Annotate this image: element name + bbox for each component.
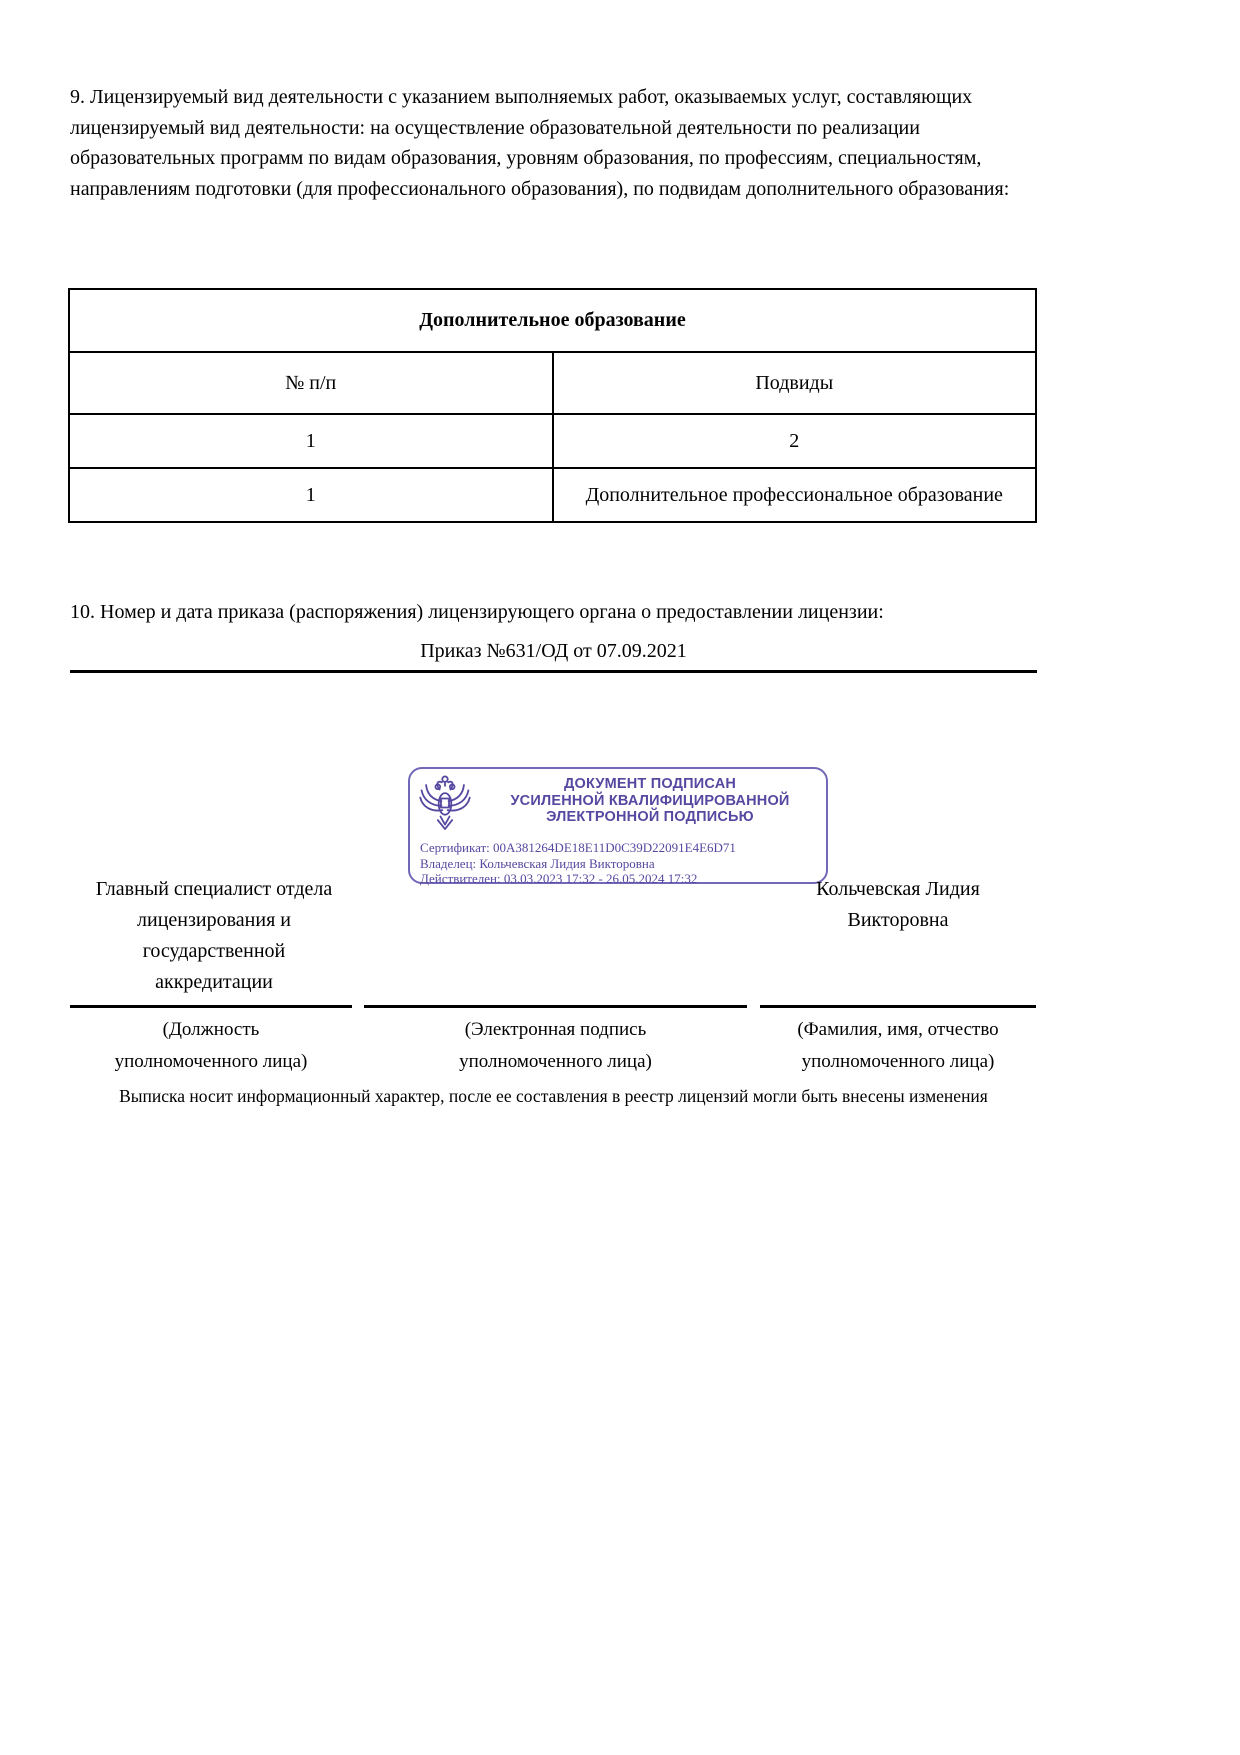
position-label-line: (Должность — [162, 1019, 260, 1040]
name-label — [760, 1014, 1036, 1078]
stamp-certificate: Сертификат: 00A381264DE18E11D0C39D22091E4E6D71 — [420, 840, 736, 855]
additional-education-table — [68, 288, 1037, 523]
stamp-top-section — [410, 769, 826, 837]
signer-position — [72, 874, 356, 998]
signer-position-line: лицензирования и — [137, 909, 291, 931]
row-number-cell: 1 — [69, 468, 553, 522]
esignature-label — [364, 1014, 747, 1078]
row-value-cell: 2 — [553, 414, 1037, 468]
stamp-title-block — [480, 769, 826, 826]
column-header-subtypes: Подвиды — [553, 352, 1037, 414]
position-signature-line — [70, 1005, 352, 1008]
esignature-label-line: (Электронная подпись — [464, 1019, 647, 1040]
table-row — [69, 414, 1036, 468]
position-label — [70, 1014, 352, 1078]
stamp-validity: Действителен: 03.03.2023 17:32 - 26.05.2024 17:32 — [420, 871, 698, 886]
esignature-label-line: уполномоченного лица) — [459, 1051, 652, 1072]
signer-position-line: государственной — [142, 940, 286, 962]
section9-paragraph: 9. Лицензируемый вид деятельности с указанием выполняемых работ, оказываемых услуг, составляющих лицензируемый вид деятельности: на осуществление образовательной деятельности по реализации образовательных программ по видам образования, уровням образования, по профессиям, специальностям, направлениям подготовки (для профессионального образования), по подвидам дополнительного образования: — [70, 86, 1010, 200]
signer-name — [760, 874, 1036, 936]
column-header-number: № п/п — [69, 352, 553, 414]
stamp-title-line: УСИЛЕННОЙ КВАЛИФИЦИРОВАННОЙ — [510, 792, 790, 809]
order-underline — [70, 670, 1037, 673]
russia-coat-of-arms-icon — [410, 769, 480, 837]
stamp-title-line: ЭЛЕКТРОННОЙ ПОДПИСЬЮ — [546, 809, 754, 825]
section10-paragraph: 10. Номер и дата приказа (распоряжения) лицензирующего органа о предоставлении лицензии: — [70, 601, 884, 623]
stamp-title-line: ДОКУМЕНТ ПОДПИСАН — [563, 776, 737, 792]
position-label-line: уполномоченного лица) — [114, 1051, 308, 1072]
table-title: Дополнительное образование — [69, 289, 1036, 352]
order-number-line: Приказ №631/ОД от 07.09.2021 — [420, 640, 687, 662]
name-signature-line — [760, 1005, 1036, 1008]
name-label-line: (Фамилия, имя, отчество — [797, 1019, 999, 1040]
row-value-cell: Дополнительное профессиональное образование — [553, 468, 1037, 522]
signer-name-line: Викторовна — [847, 909, 949, 931]
name-label-line: уполномоченного лица) — [801, 1051, 995, 1072]
signer-position-line: аккредитации — [155, 971, 273, 993]
row-number-cell: 1 — [69, 414, 553, 468]
table-header-row — [69, 352, 1036, 414]
table-row — [69, 468, 1036, 522]
stamp-owner: Владелец: Кольчевская Лидия Викторовна — [420, 855, 655, 871]
signer-name-line: Кольчевская Лидия — [816, 878, 980, 900]
esignature-stamp — [408, 767, 828, 884]
signer-position-line: Главный специалист отдела — [95, 878, 333, 900]
informational-note: Выписка носит информационный характер, после ее составления в реестр лицензий могли быть внесены изменения — [119, 1086, 988, 1106]
table-title-row — [69, 289, 1036, 352]
esignature-signature-line — [364, 1005, 747, 1008]
